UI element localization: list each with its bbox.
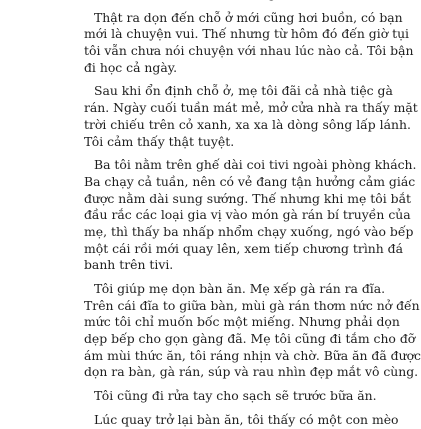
paragraph (0, 281, 421, 381)
paragraph (0, 388, 400, 405)
text-line: dọn ra bàn, gà rán, súp và rau nhìn đẹp mắt vô cùng. (84, 364, 419, 380)
text-line: mẹ, thì thấy ba nhấp nhổm chạy xuống, ngó vào bếp (84, 223, 414, 239)
text-line: Ba tôi nằm trên ghế dài coi tivi ngoài phòng khách. (94, 157, 417, 173)
paragraph-spacer (0, 76, 400, 83)
paragraph-spacer (0, 381, 400, 388)
text-line: dẹp bếp cho gọn gàng đã. Mẹ tôi cũng đi tắm cho đỡ (84, 331, 416, 347)
paragraph (0, 9, 414, 77)
paragraph (0, 83, 418, 150)
paragraph-spacer (0, 274, 400, 281)
paragraph-spacer (0, 405, 400, 412)
paragraph-spacer (0, 150, 400, 157)
text-line: Tôi cũng đi rửa tay cho sạch sẽ trước bữa ăn. (94, 388, 377, 404)
text-line: Ba chạy cả tuần, nên có vẻ đang tận hưởng cảm giác (84, 173, 416, 189)
paragraph (0, 412, 400, 429)
text-line: trời chiếu trên cỏ xanh, xa xa là dòng sông lấp lánh. (84, 116, 411, 132)
text-line: Tôi giúp mẹ dọn bàn ăn. Mẹ xếp gà rán ra đĩa. (94, 281, 386, 296)
paragraph-spacer (0, 3, 400, 10)
text-line: Tôi cảm thấy thật tuyệt. (84, 133, 235, 149)
text-line: được nằm dài sung sướng. Thế nhưng khi mẹ tôi bắt (84, 190, 411, 206)
text-line: ám mùi thức ăn, tôi ráng nhịn và chờ. Bữa ăn đã được (84, 347, 421, 363)
text-line: Trên cái đĩa to giữa bàn, mùi gà rán thơm nức nở đến (84, 297, 420, 313)
paragraph (0, 157, 417, 274)
text-line: Thật ra dọn đến chỗ ở mới cũng hơi buồn, có bạn (94, 9, 403, 25)
text-line: tôi vẫn chưa nói chuyện với nhau lúc nào cả. Tôi bận (84, 43, 414, 59)
text-line: một cái rồi mới quay lên, xem tiếp chương trình đá (84, 240, 403, 256)
text-line: Sau khi ổn định chỗ ở, mẹ tôi đãi cả nhà tiệc gà (94, 83, 393, 99)
text-line: banh trên tivi. (84, 257, 174, 273)
text-line: đầu rắc các loại gia vị vào món gà rán bí truyền của (84, 207, 411, 223)
text-line: Lúc quay trở lại bàn ăn, tôi thấy có một con mèo (94, 411, 399, 427)
text-line: đi học cả ngày. (84, 59, 178, 75)
text-line: mới là chuyện vui. Thế nhưng từ hôm đó đến giờ tụi (84, 26, 410, 42)
text-line: mức tôi chỉ muốn bốc một miếng. Nhưng phải dọn (84, 314, 400, 330)
text-line: rán. Ngày cuối tuần mát mẻ, mở cửa nhà ra thấy mặt (84, 100, 418, 116)
